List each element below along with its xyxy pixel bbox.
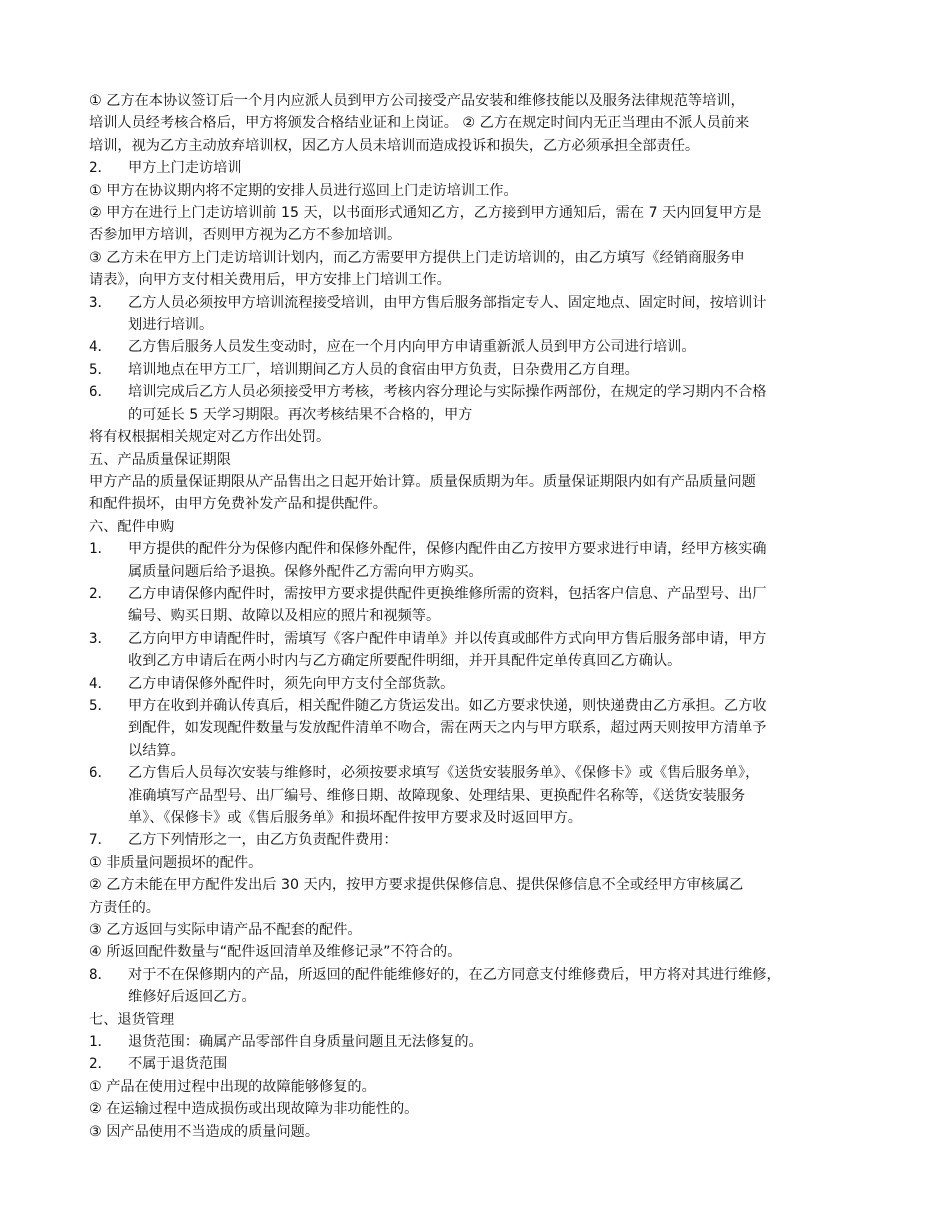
text-line: ① 非质量问题损坏的配件。 (89, 854, 263, 871)
item-text-line: 属质量问题后给予退换。保修外配件乙方需向甲方购买。 (128, 563, 483, 580)
item-text-line: 甲方上门走访培训 (128, 160, 242, 177)
item-number: 1． (89, 1034, 112, 1051)
text-line: 六、配件申购 (89, 518, 175, 535)
text-line: 方责任的。 (89, 899, 160, 916)
item-text-line: 准确填写产品型号、出厂编号、维修日期、故障现象、处理结果、更换配件名称等，《送货安装服务 (128, 787, 746, 804)
text-line: ① 乙方在本协议签订后一个月内应派人员到甲方公司接受产品安装和维修技能以及服务法律规范等培训， (89, 93, 745, 109)
item-text-line: 乙方售后服务人员发生变动时，应在一个月内向甲方申请重新派人员到甲方公司进行培训。 (128, 339, 696, 356)
item-text (128, 673, 870, 695)
text-line: ③ 乙方返回与实际申请产品不配套的配件。 (89, 922, 362, 939)
text-line: ① 甲方在协议期内将不定期的安排人员进行巡回上门走访培训工作。 (89, 182, 518, 199)
numbered-item (89, 336, 870, 358)
item-number: 4． (89, 339, 112, 356)
item-text (128, 628, 870, 673)
item-text (128, 538, 870, 583)
item-text-line: 对于不在保修期内的产品，所返回的配件能维修好的，在乙方同意支付维修费后，甲方将对其进行维修， (128, 966, 781, 983)
item-text-line: 到配件，如发现配件数量与发放配件清单不吻合，需在两天之内与甲方联系，超过两天则按甲方清单予 (128, 720, 767, 737)
numbered-item (89, 964, 870, 1009)
item-text-line: 乙方申请保修外配件时，须先向甲方支付全部货款。 (128, 675, 455, 692)
text-line: 甲方产品的质量保证期限从产品售出之日起开始计算。质量保质期为年。质量保证期限内如有产品质量问题 (89, 473, 756, 490)
document-body (89, 90, 870, 1143)
item-number: 6． (89, 765, 112, 782)
item-number: 4． (89, 675, 112, 692)
item-text-line: 乙方下列情形之一，由乙方负责配件费用： (128, 832, 398, 849)
text-line: 五、产品质量保证期限 (89, 451, 231, 468)
item-text (128, 583, 870, 628)
item-text (128, 762, 870, 829)
numbered-item (89, 695, 870, 762)
item-text (128, 964, 870, 1009)
item-text-line: 编号、购买日期、故障以及相应的照片和视频等。 (128, 608, 441, 625)
item-text (128, 695, 870, 762)
item-text (128, 1053, 870, 1075)
item-text-line: 以结算。 (128, 742, 185, 759)
item-number: 2． (89, 585, 112, 602)
item-text-line: 乙方向甲方申请配件时，需填写《客户配件申请单》并以传真或邮件方式向甲方售后服务部申请，甲方 (128, 630, 767, 647)
text-line: 请表》，向甲方支付相关费用后，甲方安排上门培训工作。 (89, 272, 451, 289)
item-text (128, 381, 870, 426)
numbered-item (89, 1031, 870, 1053)
numbered-item (89, 673, 870, 695)
item-text-line: 单》、《保修卡》或《售后服务单》和损坏配件按甲方要求及时返回甲方。 (128, 810, 582, 826)
item-number: 2． (89, 160, 112, 177)
text-line: ③ 乙方未在甲方上门走访培训计划内，而乙方需要甲方提供上门走访培训的，由乙方填写《经销商服务申 (89, 249, 745, 266)
text-line: 否参加甲方培训，否则甲方视为乙方不参加培训。 (89, 227, 402, 244)
item-text-line: 乙方人员必须按甲方培训流程接受培训，由甲方售后服务部指定专人、固定地点、固定时间，按培训计 (128, 294, 767, 311)
item-text-line: 甲方在收到并确认传真后，相关配件随乙方货运发出。如乙方要求快递，则快递费由乙方承担。乙方收 (128, 697, 767, 714)
item-text (128, 292, 870, 337)
text-line: ② 甲方在进行上门走访培训前 15 天，以书面形式通知乙方，乙方接到甲方通知后，需在 7 天内回复甲方是 (89, 205, 762, 222)
numbered-item (89, 381, 870, 426)
item-text-line: 培训地点在甲方工厂，培训期间乙方人员的食宿由甲方负责，日杂费用乙方自理。 (128, 361, 639, 378)
item-number: 2． (89, 1056, 112, 1073)
text-line: 培训人员经考核合格后，甲方将颁发合格结业证和上岗证。 ② 乙方在规定时间内无正当理由不派人员前来 (89, 115, 750, 132)
text-line: 七、退货管理 (89, 1011, 175, 1028)
item-text-line: 收到乙方申请后在两小时内与乙方确定所要配件明细，并开具配件定单传真回乙方确认。 (128, 653, 682, 670)
numbered-item (89, 1053, 870, 1075)
text-line: 培训，视为乙方主动放弃培训权，因乙方人员未培训而造成投诉和损失，乙方必须承担全部责任。 (89, 137, 700, 154)
item-text-line: 的可延长 5 天学习期限。再次考核结果不合格的，甲方 (128, 406, 473, 423)
item-text-line: 划进行培训。 (128, 317, 214, 334)
numbered-item (89, 583, 870, 628)
text-line: ③ 因产品使用不当造成的质量问题。 (89, 1123, 320, 1140)
item-text-line: 甲方提供的配件分为保修内配件和保修外配件，保修内配件由乙方按甲方要求进行申请，经甲方核实确 (128, 541, 767, 558)
numbered-item (89, 538, 870, 583)
item-text (128, 359, 870, 381)
item-text-line: 退货范围：确属产品零部件自身质量问题且无法修复的。 (128, 1034, 483, 1051)
text-line: ② 在运输过程中造成损伤或出现故障为非功能性的。 (89, 1101, 419, 1118)
numbered-item (89, 359, 870, 381)
item-number: 7． (89, 832, 112, 849)
numbered-item (89, 157, 870, 179)
numbered-item (89, 762, 870, 829)
item-number: 8． (89, 966, 112, 983)
item-number: 1． (89, 541, 112, 558)
text-line: ① 产品在使用过程中出现的故障能够修复的。 (89, 1078, 376, 1095)
item-text (128, 157, 870, 179)
item-number: 5． (89, 697, 112, 714)
text-line: 和配件损坏，由甲方免费补发产品和提供配件。 (89, 496, 387, 513)
item-number: 5． (89, 361, 112, 378)
numbered-item (89, 628, 870, 673)
item-text (128, 829, 870, 851)
item-text-line: 乙方申请保修内配件时，需按甲方要求提供配件更换维修所需的资料，包括客户信息、产品型号、出厂 (128, 585, 767, 602)
item-text-line: 培训完成后乙方人员必须接受甲方考核，考核内容分理论与实际操作两部份，在规定的学习期内不合格 (128, 384, 767, 401)
item-text-line: 维修好后返回乙方。 (128, 989, 256, 1006)
item-number: 3． (89, 294, 112, 311)
item-text-line: 乙方售后人员每次安装与维修时，必须按要求填写《送货安装服务单》、《保修卡》或《售后服务单》， (128, 765, 760, 782)
text-line: ④ 所返回配件数量与“配件返回清单及维修记录”不符合的。 (89, 944, 462, 961)
item-text (128, 1031, 870, 1053)
item-number: 6． (89, 384, 112, 401)
item-number: 3． (89, 630, 112, 647)
item-text-line: 不属于退货范围 (128, 1056, 228, 1073)
item-text (128, 336, 870, 358)
numbered-item (89, 829, 870, 851)
text-line: ② 乙方未能在甲方配件发出后 30 天内，按甲方要求提供保修信息、提供保修信息不全或经甲方审核属乙 (89, 877, 744, 894)
text-line: 将有权根据相关规定对乙方作出处罚。 (89, 429, 331, 446)
numbered-item (89, 292, 870, 337)
